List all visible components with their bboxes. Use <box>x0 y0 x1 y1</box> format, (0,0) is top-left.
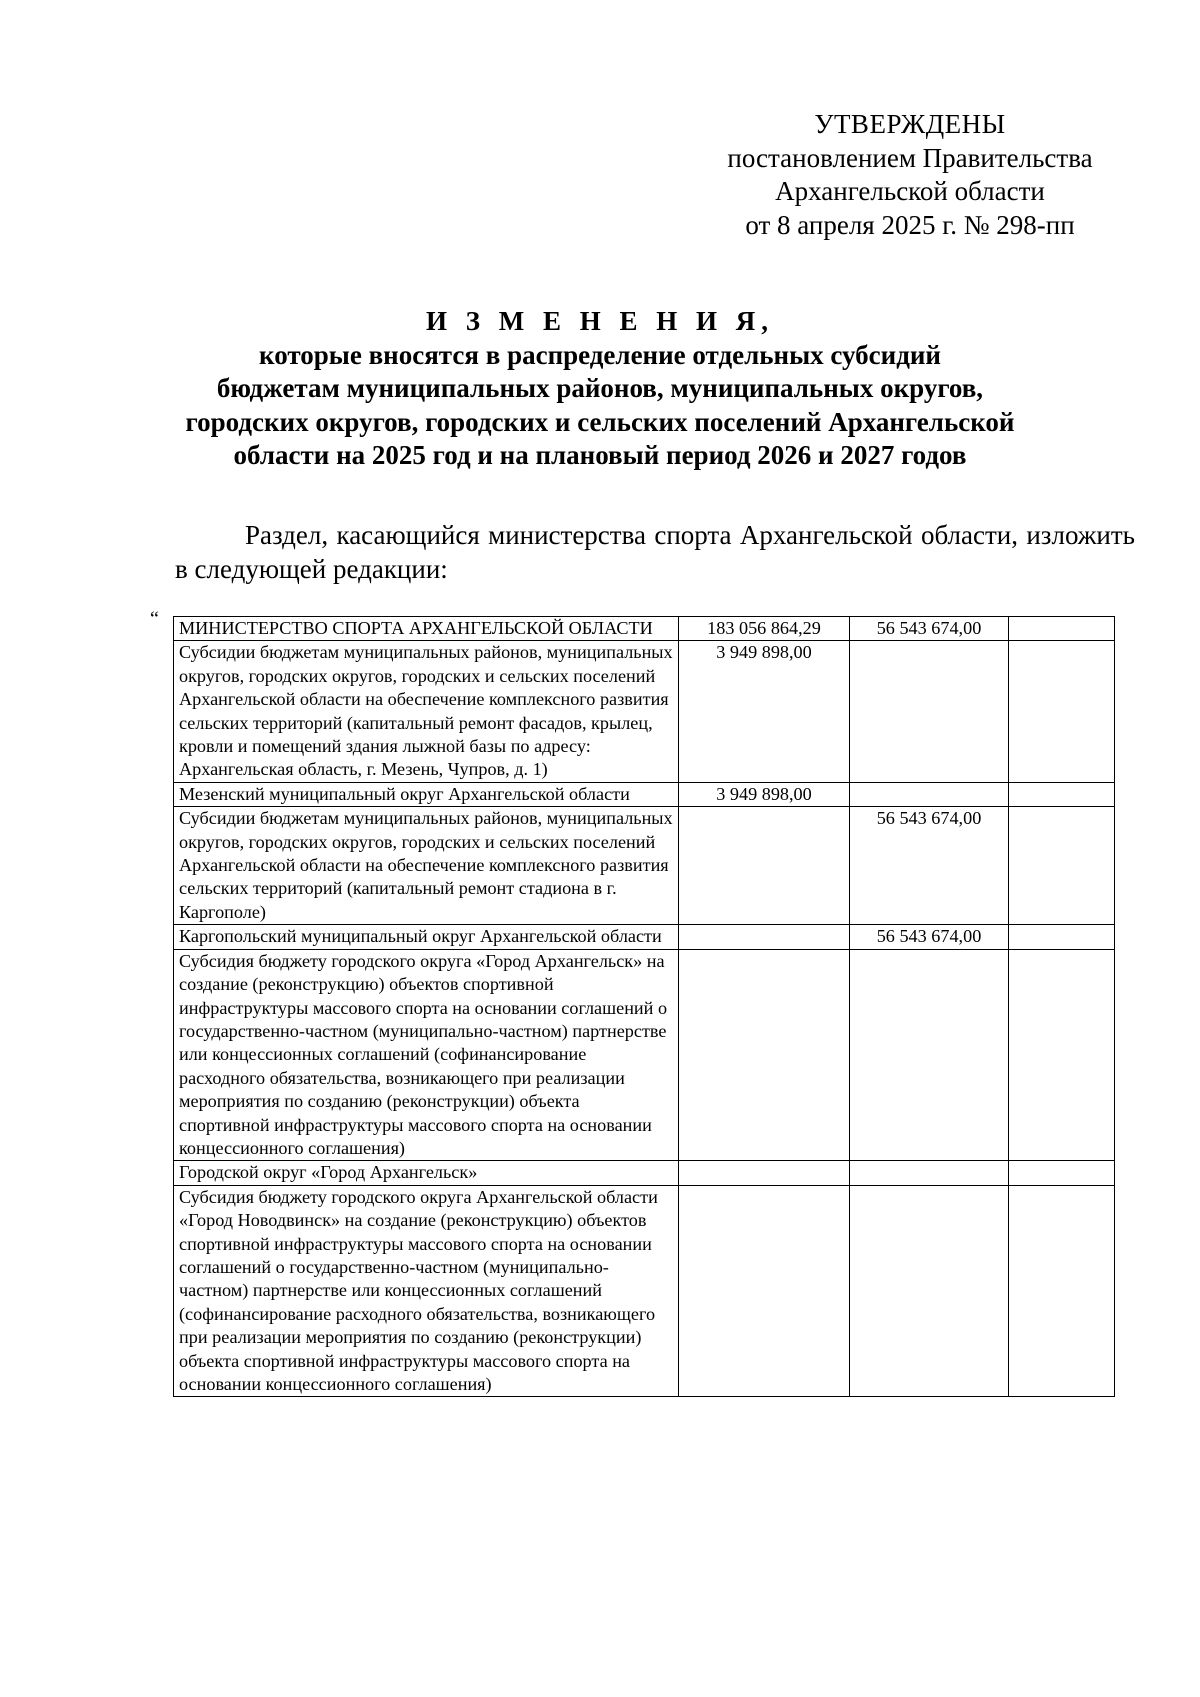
row-name-cell: Городской округ «Город Архангельск» <box>174 1161 679 1185</box>
value-2027-cell <box>1009 949 1115 1161</box>
value-2025-cell: 183 056 864,29 <box>679 617 850 641</box>
value-2026-cell <box>850 1161 1009 1185</box>
value-2025-cell <box>679 1185 850 1397</box>
value-2026-cell: 56 543 674,00 <box>850 925 1009 949</box>
value-2026-cell <box>850 949 1009 1161</box>
document-heading <box>150 305 1050 473</box>
approval-line: Архангельской области <box>775 176 1045 206</box>
value-2025-cell: 3 949 898,00 <box>679 782 850 806</box>
table-row <box>174 641 1115 782</box>
row-name-cell: Субсидии бюджетам муниципальных районов, муниципальных округов, городских округов, городских и сельских поселений Архангельской области на обеспечение комплексного развития сельских территорий (капитальный ремонт фасадов, крылец, кровли и помещений здания лыжной базы по адресу: Архангельская область, г. Мезень, Чупров, д. 1) <box>174 641 679 782</box>
approval-title: УТВЕРЖДЕНЫ <box>814 109 1006 139</box>
value-2027-cell <box>1009 807 1115 925</box>
heading-line: бюджетам муниципальных районов, муниципальных округов, <box>216 373 984 403</box>
row-name-cell: Мезенский муниципальный округ Архангельской области <box>174 782 679 806</box>
table-row <box>174 807 1115 925</box>
heading-title: И З М Е Н Е Н И Я, <box>425 306 774 336</box>
approval-date-line: от 8 апреля 2025 г. № 298-пп <box>745 209 1075 240</box>
value-2026-cell <box>850 641 1009 782</box>
value-2025-cell: 3 949 898,00 <box>679 641 850 782</box>
table-row <box>174 949 1115 1161</box>
value-2026-cell <box>850 1185 1009 1397</box>
value-2026-cell: 56 543 674,00 <box>850 617 1009 641</box>
row-name-cell: Субсидии бюджетам муниципальных районов, муниципальных округов, городских округов, городских и сельских поселений Архангельской области на обеспечение комплексного развития сельских территорий (капитальный ремонт стадиона в г. Каргополе) <box>174 807 679 925</box>
value-2027-cell <box>1009 617 1115 641</box>
table-row <box>174 617 1115 641</box>
value-2026-cell <box>850 782 1009 806</box>
heading-line: области на 2025 год и на плановый период 2026 и 2027 годов <box>233 440 967 470</box>
row-name-cell: Субсидия бюджету городского округа «Город Архангельск» на создание (реконструкцию) объектов спортивной инфраструктуры массового спорта на основании соглашений о государственно-частном (муниципально-частном) партнерстве или концессионных соглашений (софинансирование расходного обязательства, возникающего при реализации мероприятия по созданию (реконструкции) объекта спортивной инфраструктуры массового спорта на основании концессионного соглашения) <box>174 949 679 1161</box>
value-2027-cell <box>1009 925 1115 949</box>
value-2027-cell <box>1009 641 1115 782</box>
row-name-cell: Субсидия бюджету городского округа Архангельской области «Город Новодвинск» на создание (реконструкцию) объектов спортивной инфраструктуры массового спорта на основании соглашений о государственно-частном (муниципально-частном) партнерстве или концессионных соглашений (софинансирование расходного обязательства, возникающего при реализации мероприятия по созданию (реконструкции) объекта спортивной инфраструктуры массового спорта на основании концессионного соглашения) <box>174 1185 679 1397</box>
subsidy-table <box>173 616 1115 1397</box>
value-2025-cell <box>679 925 850 949</box>
table-row <box>174 782 1115 806</box>
table-row <box>174 1161 1115 1185</box>
table-row <box>174 925 1115 949</box>
value-2025-cell <box>679 807 850 925</box>
value-2026-cell: 56 543 674,00 <box>850 807 1009 925</box>
heading-line: городских округов, городских и сельских поселений Архангельской <box>185 406 1015 437</box>
heading-line: которые вносятся в распределение отдельных субсидий <box>259 339 941 370</box>
value-2027-cell <box>1009 1161 1115 1185</box>
approval-line: постановлением Правительства <box>727 142 1093 173</box>
value-2027-cell <box>1009 1185 1115 1397</box>
row-name-cell: Каргопольский муниципальный округ Архангельской области <box>174 925 679 949</box>
intro-paragraph: Раздел, касающийся министерства спорта Архангельской области, изложить в следующей редакции: <box>175 520 1135 584</box>
opening-quote-mark: “ <box>150 608 159 630</box>
value-2025-cell <box>679 1161 850 1185</box>
value-2027-cell <box>1009 782 1115 806</box>
value-2025-cell <box>679 949 850 1161</box>
table-row <box>174 1185 1115 1397</box>
approval-block <box>700 108 1120 242</box>
row-name-cell: МИНИСТЕРСТВО СПОРТА АРХАНГЕЛЬСКОЙ ОБЛАСТИ <box>174 617 679 641</box>
